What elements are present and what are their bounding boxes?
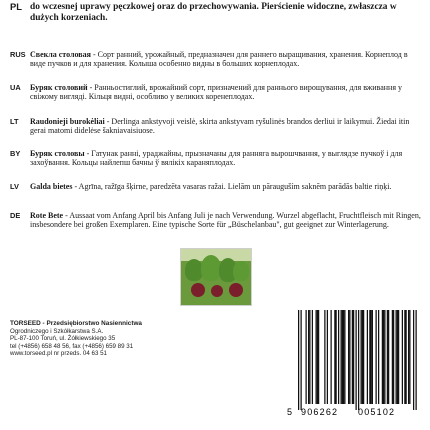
language-code: BY (10, 149, 21, 158)
entry-body (30, 182, 422, 191)
barcode-bar (341, 310, 342, 404)
barcode-bar (387, 310, 388, 404)
barcode-bar (312, 310, 313, 404)
entry-body (30, 211, 422, 229)
barcode-right-digits: 005102 (358, 407, 396, 417)
barcode-bar (306, 310, 307, 404)
photo-beet (211, 285, 223, 297)
barcode-bar (317, 310, 318, 404)
barcode-bar (361, 310, 362, 404)
photo-leaf (233, 261, 249, 281)
company-line: tel (+4856) 658 48 56, fax (+4856) 659 89 31 (10, 342, 134, 350)
barcode-bar (356, 310, 357, 410)
barcode-bar (396, 310, 397, 404)
language-code: UA (10, 83, 21, 92)
entry-text: - Aussaat vom Anfang April bis Anfang Juli je nach Verwendung. Wurzel abgeflacht, Fruchtfleisch mit Ringen, insbesondere bei großen Exemplaren. Eine typische Sorte für „Büschelanbau", gut geeignet zur Winterlagerung. (30, 211, 421, 230)
company-line: www.torseed.pl nr przeds. 04 63 51 (10, 350, 107, 358)
company-line: PL-87-100 Toruń, ul. Żółkiewskiego 35 (10, 335, 116, 343)
language-code: DE (10, 211, 21, 220)
barcode-bar (352, 310, 353, 404)
photo-beet (229, 283, 243, 297)
barcode-bar (349, 310, 350, 404)
barcode-bar (416, 310, 417, 410)
entry-body (30, 149, 422, 167)
entry-text: - Сорт ранний, урожайный, предназначен для раннего выращивания, хранения. Корнеплод в виде пучков и для хранения. Колыша особенно видны в больших корнеплодах. (30, 50, 408, 69)
barcode-bar (318, 310, 319, 404)
barcode-bar (371, 310, 372, 404)
barcode-bar (388, 310, 389, 404)
barcode-bar (384, 310, 385, 404)
company-info (10, 320, 240, 358)
entry-pl (10, 2, 422, 23)
language-code: PL (10, 1, 22, 12)
barcode-bars (298, 310, 417, 410)
entry-body (30, 83, 422, 101)
barcode-lead-digit: 5 (287, 407, 293, 417)
barcode-left-digits: 906262 (301, 407, 339, 417)
language-code: LV (10, 182, 19, 191)
barcode-bar (392, 310, 393, 404)
ean-barcode (286, 308, 420, 418)
barcode-bar (358, 310, 359, 410)
barcode-bar (383, 310, 384, 404)
entry-lv (10, 182, 422, 191)
barcode-bar (408, 310, 409, 404)
entry-text: - Derlinga ankstyvoji veislė, skirta ankstyvam ryšulinės brandos derliui ir laikymui. Žiedai itin gerai matomi didelėse šakniavaisiuose. (30, 117, 410, 136)
barcode-bar (367, 310, 368, 404)
barcode-bar (406, 310, 407, 404)
barcode-bar (409, 310, 410, 404)
barcode-bar (327, 310, 328, 404)
entry-by (10, 149, 422, 167)
entry-text: do wczesnej uprawy pęczkowej oraz do przechowywania. Pierścienie widoczne, zwłaszcza w dużych korzeniach. (30, 2, 397, 23)
barcode-bar (298, 310, 299, 410)
company-name: TORSEED - Przedsiębiorstwo Nasiennictwa (10, 320, 142, 327)
barcode-bar (404, 310, 405, 404)
barcode-bar (397, 310, 398, 404)
entry-title: Rote Bete (30, 211, 64, 220)
entry-title: Raudonieji burokėliai (30, 117, 105, 126)
barcode-bar (402, 310, 403, 404)
barcode-bar (343, 310, 344, 404)
entry-title: Galda bietes (30, 182, 73, 191)
company-line: Ogrodniczego i Szkółkarstwa S.A. (10, 327, 104, 335)
barcode-bar (342, 310, 343, 404)
barcode-bar (362, 310, 363, 404)
entry-title: Буряк столовы (30, 149, 85, 158)
entry-title: Буряк столовий (30, 83, 88, 92)
barcode-bar (301, 310, 302, 410)
language-code: RUS (10, 50, 26, 59)
entry-text: - Гатунак ранні, ураджайны, прызначаны для ранняга вырошчвання, у выглядзе пучкоў і для захоўвання. Кольцы найлепш бачны ў вялікіх караняплодах. (30, 149, 403, 168)
barcode-bar (324, 310, 325, 404)
entry-ua (10, 83, 422, 101)
barcode-bar (344, 310, 345, 404)
barcode-bar (393, 310, 394, 404)
barcode-bar (369, 310, 370, 404)
barcode-bar (382, 310, 383, 404)
beet-field-photo (180, 248, 252, 306)
photo-leaf (201, 255, 221, 281)
barcode-bar (316, 310, 317, 404)
barcode-bar (372, 310, 373, 404)
entry-body (30, 117, 422, 135)
language-code: LT (10, 117, 19, 126)
entry-title: Свекла столовая (30, 50, 91, 59)
entry-lt (10, 117, 422, 135)
barcode-bar (336, 310, 337, 404)
barcode-bar (398, 310, 399, 404)
entry-text: - Ранньостиглий, врожайний сорт, призначений для раннього вирощування, для вживання у свіжому вигляді. Кільця видні, особливо у великих коренеплодах. (30, 83, 403, 102)
barcode-bar (308, 310, 309, 404)
barcode-bar (376, 310, 377, 404)
entry-text: - Agrīna, ražīga šķirne, paredzēta vasaras ražai. Lielām un pārauguším saknēm parādās baltie riņķi. (72, 182, 392, 191)
barcode-bar (353, 310, 354, 404)
entry-de (10, 211, 422, 229)
entry-body (30, 50, 422, 68)
barcode-bar (338, 310, 339, 404)
barcode-bar (348, 310, 349, 404)
barcode-bar (334, 310, 335, 404)
photo-beet (191, 283, 205, 297)
barcode-bar (331, 310, 332, 404)
barcode-bar (309, 310, 310, 404)
barcode-bar (363, 310, 364, 404)
barcode-bar (413, 310, 414, 410)
entry-ru (10, 50, 422, 68)
barcode-bar (378, 310, 379, 404)
